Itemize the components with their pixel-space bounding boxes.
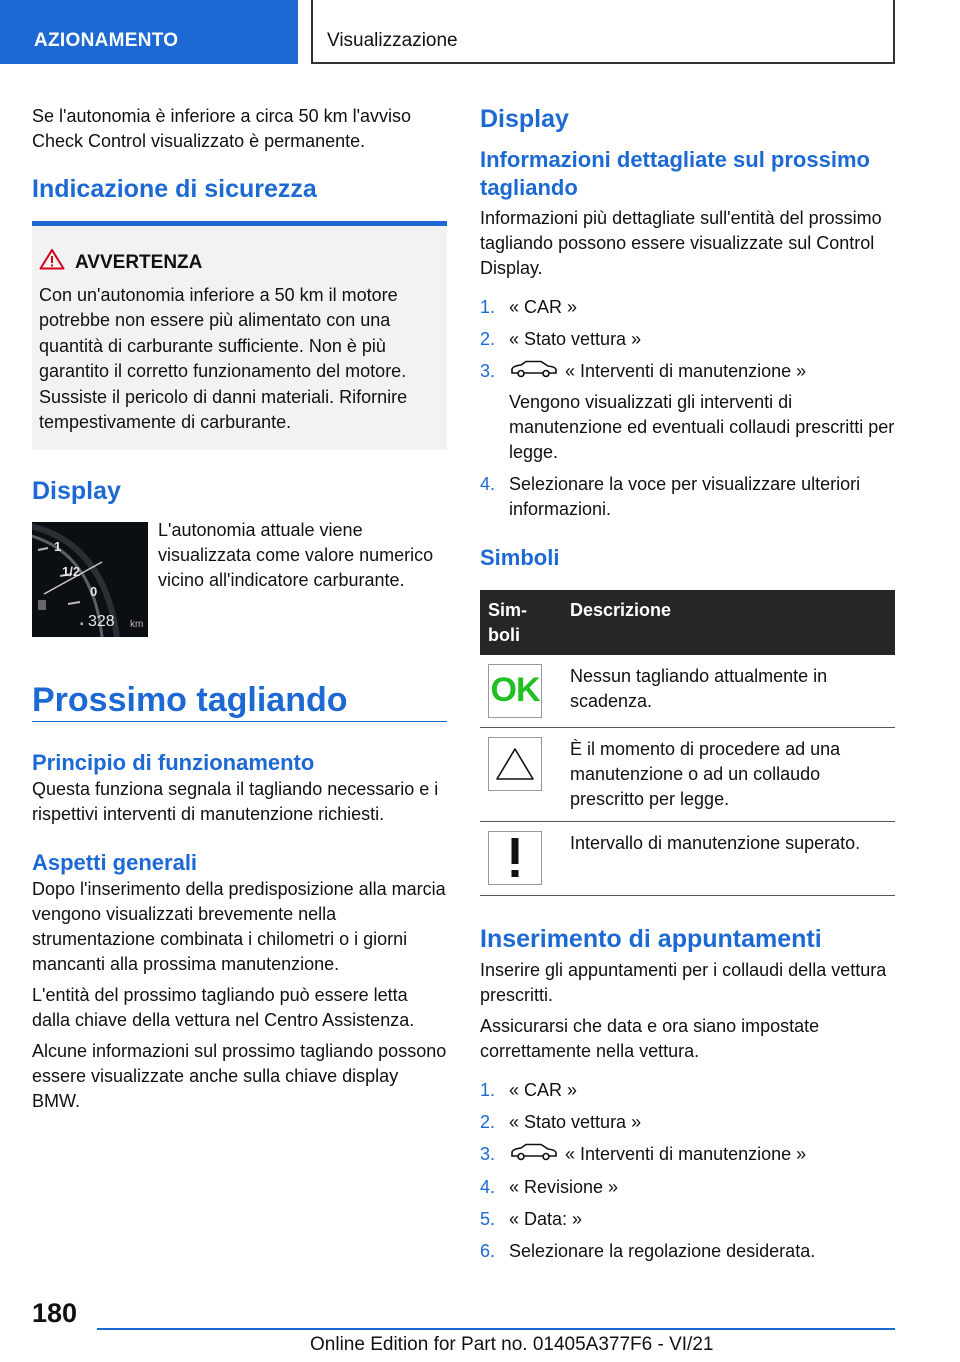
warning-text: Con un'autonomia inferiore a 50 km il motore potrebbe non essere più alimentato con una quantità di carburante sufficiente. Non è più garantito il corretto funzionamento del motore. Sussiste il pericolo di danni materiali. Rifornire tempestivamente di carburante.	[39, 284, 408, 432]
general-paragraph-3: Alcune informazioni sul prossimo tagliando possono essere visualizzate anche sulla chiave display BMW.	[32, 1041, 447, 1111]
symbols-table	[480, 590, 895, 896]
col-symbols: Sim- boli	[480, 590, 562, 655]
list-item: 3. « Interventi di manutenzione »	[480, 1142, 896, 1168]
table-cell-desc: Intervallo di manutenzione superato.	[562, 821, 895, 895]
step3-detail: Vengono visualizzati gli interventi di manutenzione ed eventuali collaudi prescritti per legge.	[509, 391, 895, 462]
car-icon	[509, 360, 559, 385]
gauge-tick-full: 1	[54, 539, 62, 554]
table-cell-desc: Nessun tagliando attualmente in scadenza.	[562, 655, 895, 728]
warning-triangle-icon	[39, 248, 65, 278]
table-row	[480, 727, 895, 821]
list-item: 6. Selezionare la regolazione desiderata.	[480, 1240, 816, 1261]
safety-heading: Indicazione di sicurezza	[32, 175, 317, 203]
gauge-range-unit: km	[130, 619, 144, 630]
list-item: 4. Selezionare la voce per visualizzare ulteriori informazioni.	[480, 473, 861, 519]
gauge-range-value: 328	[88, 613, 115, 630]
exclamation-icon	[488, 831, 542, 885]
list-item: 3. « Interventi di manutenzione »	[480, 359, 896, 385]
steps-list-1b	[480, 472, 896, 522]
list-item: 4. « Revisione »	[480, 1176, 619, 1197]
list-item: 1. « CAR »	[480, 297, 578, 317]
general-heading: Aspetti generali	[32, 850, 198, 875]
warning-box	[32, 221, 447, 450]
service-heading: Prossimo tagliando	[32, 681, 348, 719]
principle-text: Questa funziona segnala il tagliando necessario e i rispettivi interventi di manutenzione richiesti.	[32, 779, 439, 824]
fuel-pump-icon: ▪	[80, 619, 84, 630]
page-number: 180	[32, 1298, 78, 1328]
appointments-text-1: Inserire gli appuntamenti per i collaudi della vettura prescritti.	[480, 959, 887, 1005]
list-item: 1. « CAR »	[480, 1079, 578, 1100]
details-heading: Informazioni dettagliate sul prossimo tagliando	[480, 147, 870, 200]
list-item: 5. « Data: »	[480, 1208, 583, 1229]
edition-note: Online Edition for Part no. 01405A377F6 - VI/21	[310, 1334, 714, 1355]
general-paragraph-1: Dopo l'inserimento della predisposizione alla marcia vengono visualizzati brevemente nella strumentazione combinata i chilometri o i giorni mancanti alla prossima manutenzione.	[32, 879, 446, 974]
symbols-heading: Simboli	[480, 544, 560, 570]
gauge-tick-half: 1/2	[62, 564, 81, 579]
col-description: Descrizione	[562, 590, 895, 655]
warning-label: AVVERTENZA	[75, 252, 203, 273]
principle-heading: Principio di funzionamento	[32, 750, 315, 775]
steps-list-2	[480, 1078, 896, 1264]
range-intro: Se l'autonomia è inferiore a circa 50 km l'avviso Check Control visualizzato è permanente.	[32, 106, 412, 151]
appointments-text-2: Assicurarsi che data e ora siano impostate correttamente nella vettura.	[480, 1015, 820, 1061]
steps-list-1	[480, 295, 896, 385]
general-paragraph-2: L'entità del prossimo tagliando può essere letta dalla chiave della vettura nel Centro Assistenza.	[32, 985, 415, 1030]
table-row	[480, 655, 895, 728]
list-item: 2. « Stato vettura »	[480, 329, 642, 349]
warning-triangle-icon	[488, 737, 542, 791]
service-heading-rule	[32, 721, 447, 722]
car-icon	[509, 1143, 559, 1168]
page-title: Visualizzazione	[311, 0, 895, 64]
display-text-left: L'autonomia attuale viene visualizzata come valore numerico vicino all'indicatore carburante.	[158, 520, 434, 590]
chapter-tab: AZIONAMENTO	[0, 0, 298, 64]
fuel-gauge-image	[32, 522, 148, 637]
appointments-heading: Inserimento di appuntamenti	[480, 924, 822, 953]
gauge-tick-empty: 0	[90, 584, 98, 599]
footer-rule	[97, 1328, 895, 1330]
left-column-top	[32, 104, 450, 204]
table-row	[480, 821, 895, 895]
left-column-bottom	[32, 749, 450, 1120]
details-text: Informazioni più dettagliate sull'entità del prossimo tagliando possono essere visualizzate sul Control Display.	[480, 208, 882, 278]
ok-icon: OK	[488, 664, 542, 718]
display-heading-left: Display	[32, 477, 121, 505]
list-item: 2. « Stato vettura »	[480, 1111, 642, 1132]
table-header-row	[480, 590, 895, 655]
display-heading-right: Display	[480, 105, 569, 133]
warning-title	[39, 248, 439, 278]
right-column	[480, 104, 896, 1271]
table-cell-desc: È il momento di procedere ad una manutenzione o ad un collaudo prescritto per legge.	[562, 727, 895, 821]
